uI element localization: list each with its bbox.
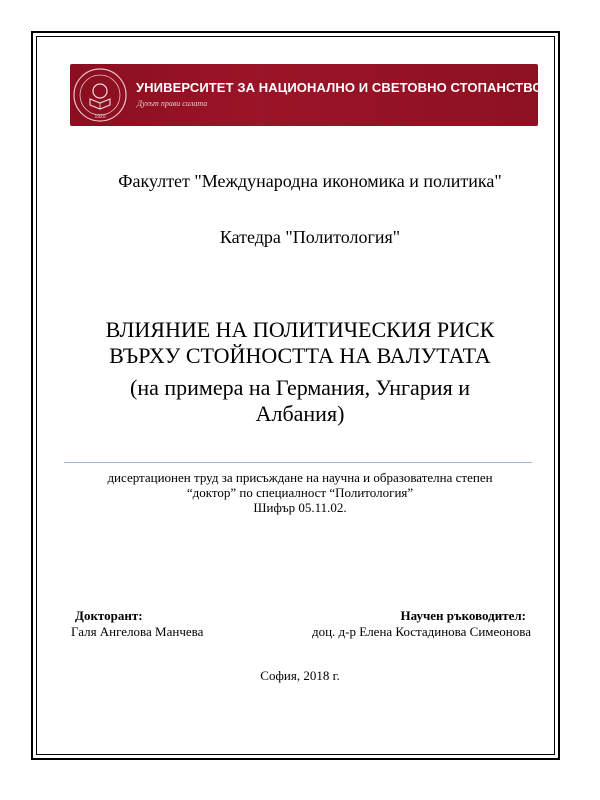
department-name: Катедра "Политология" xyxy=(219,227,401,247)
university-name: УНИВЕРСИТЕТ ЗА НАЦИОНАЛНО И СВЕТОВНО СТОПАНСТВО xyxy=(136,80,543,95)
supervisor-name: доц. д-р Елена Костадинова Симеонова xyxy=(311,624,531,639)
description-line-1: дисертационен труд за присъждане на научна и образователна степен xyxy=(107,470,493,485)
thesis-subtitle-line-2: Албания) xyxy=(255,401,345,426)
divider-line xyxy=(64,462,532,463)
thesis-title xyxy=(0,317,600,369)
thesis-title-line-2: ВЪРХУ СТОЙНОСТТА НА ВАЛУТАТА xyxy=(109,343,491,368)
supervisor-label: Научен ръководител: xyxy=(400,608,526,623)
description-line-3: Шифър 05.11.02. xyxy=(253,500,347,515)
thesis-subtitle-line-1: (на примера на Германия, Унгария и xyxy=(130,375,470,400)
logo-year: 1920 xyxy=(94,114,106,120)
description-line-2: “доктор” по специалност “Политология” xyxy=(186,485,414,500)
doctoral-student-name: Галя Ангелова Манчева xyxy=(71,624,204,639)
place-date: София, 2018 г. xyxy=(260,668,340,683)
university-logo-icon xyxy=(72,67,128,123)
university-banner xyxy=(70,64,543,126)
doctoral-student-label: Докторант: xyxy=(75,608,143,623)
faculty-name: Факултет "Международна икономика и политика" xyxy=(118,171,502,191)
thesis-title-line-1: ВЛИЯНИЕ НА ПОЛИТИЧЕСКИЯ РИСК xyxy=(105,317,495,342)
university-motto: Духът прави силата xyxy=(137,99,208,108)
thesis-subtitle xyxy=(0,375,600,427)
